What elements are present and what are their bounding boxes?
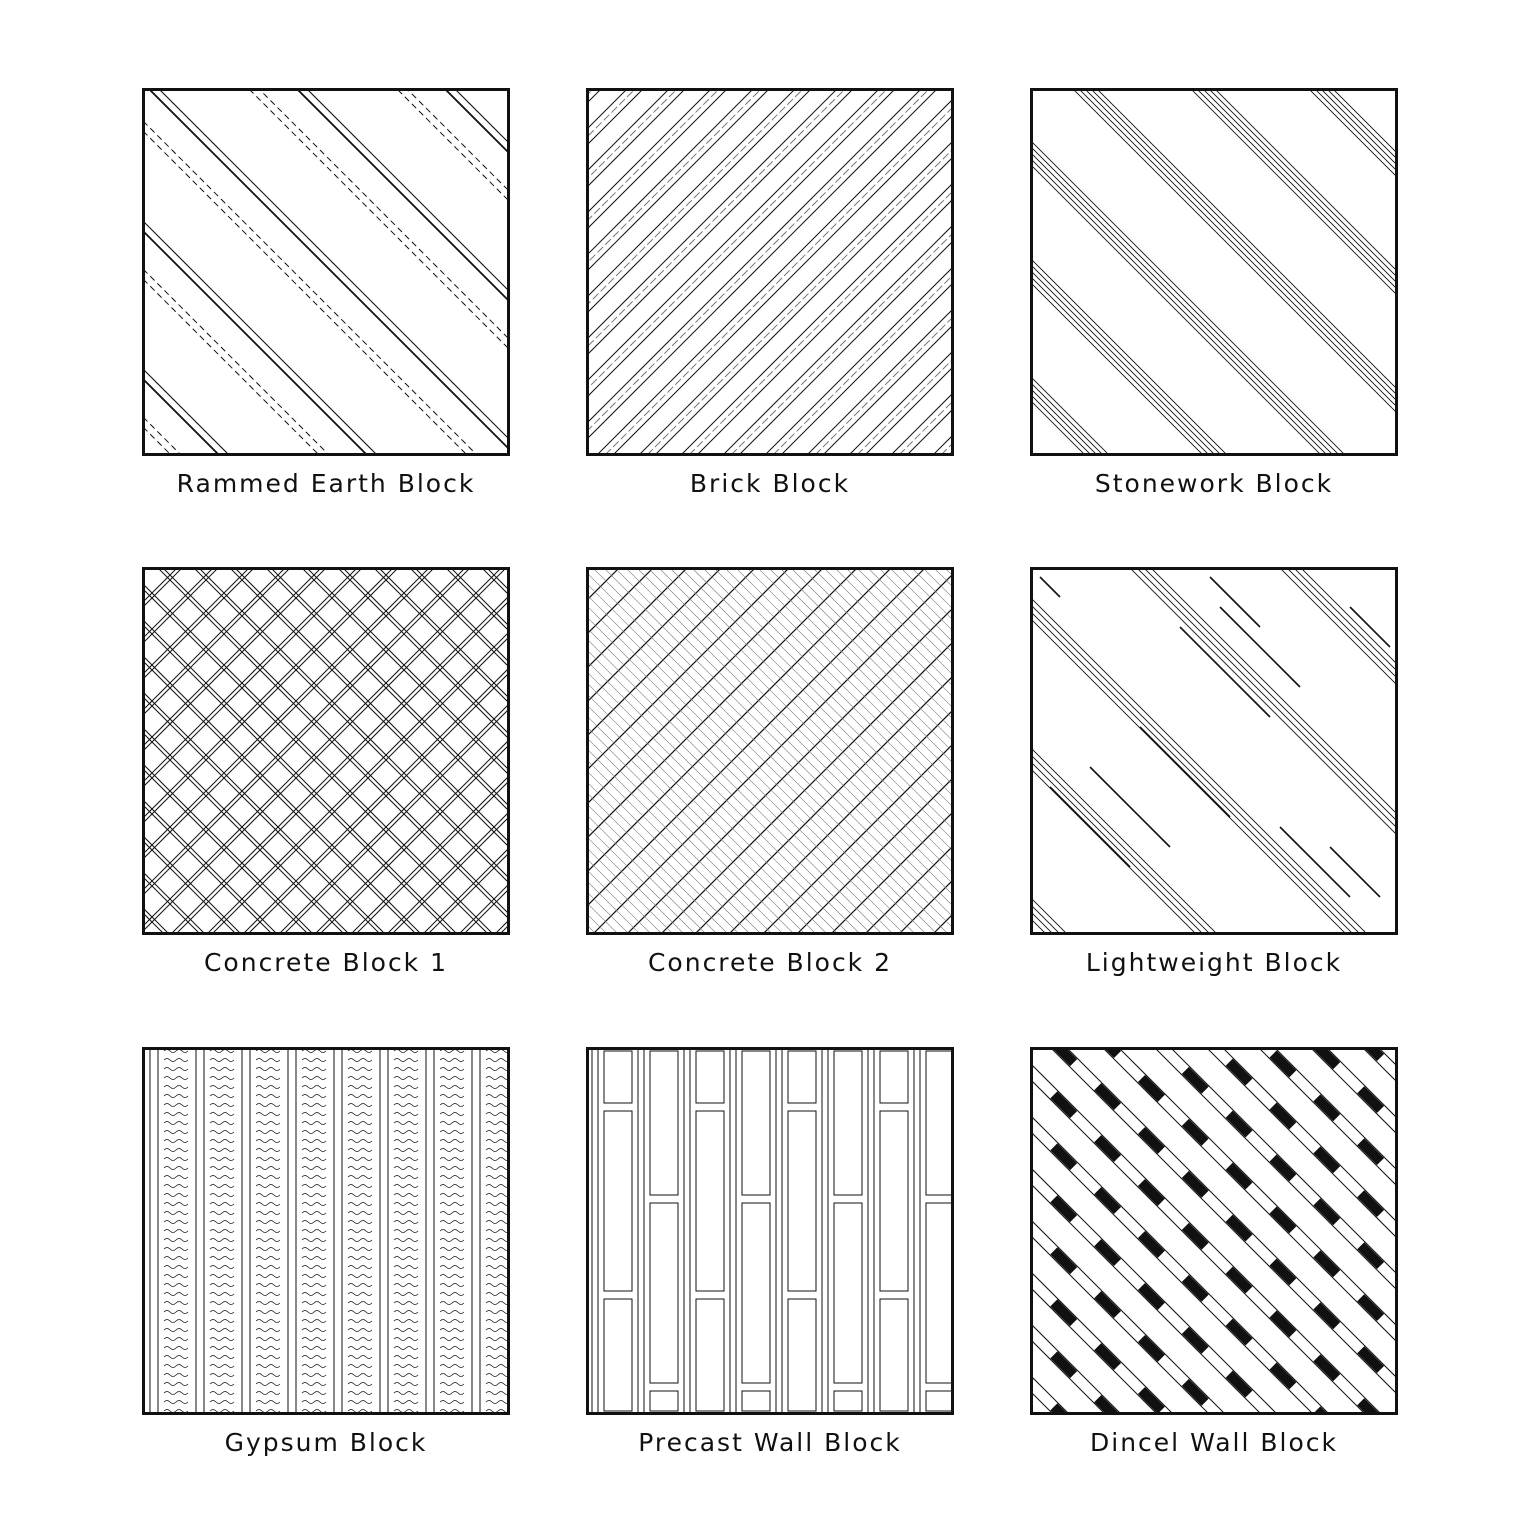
precast-label: Precast Wall Block	[638, 1428, 902, 1457]
tile-lightweight	[1030, 567, 1398, 977]
tile-precast	[586, 1047, 954, 1457]
rammed-earth-label: Rammed Earth Block	[176, 469, 476, 498]
tile-dincel	[1030, 1047, 1398, 1457]
tile-stonework	[1030, 88, 1398, 498]
concrete-2-label: Concrete Block 2	[647, 948, 893, 977]
tile-gypsum	[142, 1047, 510, 1457]
concrete-2-hatch-swatch	[586, 567, 954, 935]
lightweight-label: Lightweight Block	[1085, 948, 1343, 977]
tile-brick	[586, 88, 954, 498]
stonework-hatch-swatch	[1030, 88, 1398, 456]
stonework-label: Stonework Block	[1094, 469, 1334, 498]
lightweight-hatch-swatch	[1030, 567, 1398, 935]
tile-concrete-2	[586, 567, 954, 977]
brick-label: Brick Block	[689, 469, 851, 498]
gypsum-label: Gypsum Block	[224, 1428, 428, 1457]
tile-concrete-1	[142, 567, 510, 977]
concrete-1-hatch-swatch	[142, 567, 510, 935]
precast-hatch-swatch	[586, 1047, 954, 1415]
concrete-1-label: Concrete Block 1	[203, 948, 449, 977]
rammed-earth-hatch-swatch	[142, 88, 510, 456]
gypsum-hatch-swatch	[142, 1047, 510, 1415]
tile-rammed-earth	[142, 88, 510, 498]
dincel-label: Dincel Wall Block	[1090, 1428, 1338, 1457]
dincel-hatch-swatch	[1030, 1047, 1398, 1415]
brick-hatch-swatch	[586, 88, 954, 456]
